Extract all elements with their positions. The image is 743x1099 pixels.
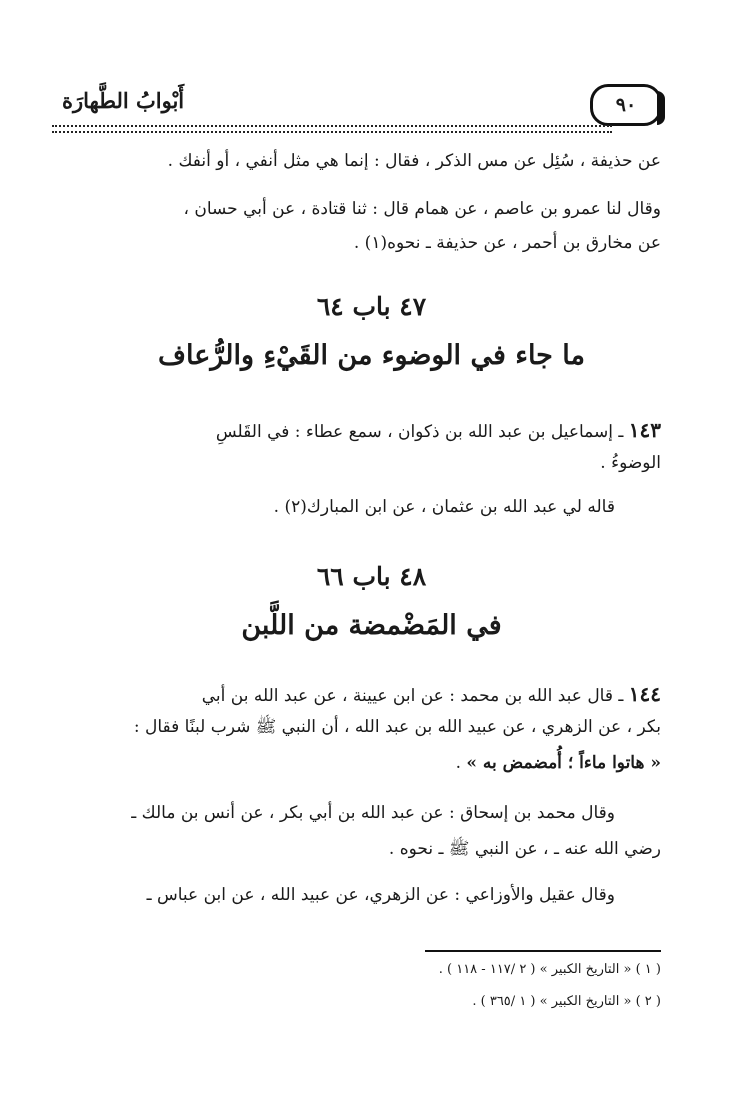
hadith-144-line5: رضي الله عنه ـ ، عن النبي ﷺ ـ نحوه . — [388, 839, 661, 859]
hadith-144-quote: « هاتوا ماءاً ؛ أُمضمض به » — [466, 753, 661, 773]
paragraph-amr-line1: وقال لنا عمرو بن عاصم ، عن همام قال : ثنا قتادة ، عن أبي حسان ، — [183, 199, 661, 219]
hadith-144-number: ١٤٤ — [628, 682, 661, 706]
footnote-divider — [425, 950, 661, 952]
hadith-143-text: ـ إسماعيل بن عبد الله بن ذكوان ، سمع عطاء : في القَلسِ — [215, 422, 624, 442]
hadith-143-number: ١٤٣ — [628, 418, 661, 442]
hadith-144-text: ـ قال عبد الله بن محمد : عن ابن عيينة ، عن عبد الله بن أبي — [201, 686, 624, 706]
bab-47-title: ما جاء في الوضوء من القَيْءِ والرُّعاف — [158, 340, 585, 371]
paragraph-hudhaifa: عن حذيفة ، سُئِل عن مس الذكر ، فقال : إنما هي مثل أنفي ، أو أنفك . — [167, 151, 661, 171]
hadith-144-line2: بكر ، عن الزهري ، عن عبيد الله بن عبد الله ، أن النبي ﷺ شرب لبنًا فقال : — [133, 717, 661, 737]
hadith-144-line1 — [69, 678, 661, 710]
chapter-title: أَبْوابُ الطَّهارَة — [62, 88, 185, 113]
hadith-144-line3 — [69, 750, 661, 777]
hadith-143-line2: الوضوءُ . — [600, 453, 661, 473]
hadith-144-line4: وقال محمد بن إسحاق : عن عبد الله بن أبي بكر ، عن أنس بن مالك ـ — [131, 803, 615, 823]
bab-47-number: ٤٧ باب ٦٤ — [316, 292, 427, 321]
hadith-143-source: قاله لي عبد الله بن عثمان ، عن ابن المبارك(٢) . — [273, 497, 615, 517]
footnote-1: ( ١ ) « التاريخ الكبير » ( ٢ /١١٧ - ١١٨ ) . — [438, 962, 661, 977]
page-header — [52, 84, 662, 128]
paragraph-amr-line2: عن مخارق بن أحمر ، عن حذيفة ـ نحوه(١) . — [353, 233, 661, 253]
bab-48-title: في المَضْمضة من اللَّبن — [241, 610, 502, 641]
bab-48-number: ٤٨ باب ٦٦ — [316, 562, 427, 591]
hadith-143-line1 — [69, 414, 661, 446]
page-number: ٩٠ — [590, 84, 662, 126]
header-divider — [52, 125, 612, 133]
hadith-144-line6: وقال عقيل والأوزاعي : عن الزهري، عن عبيد الله ، عن ابن عباس ـ — [146, 885, 615, 905]
footnote-2: ( ٢ ) « التاريخ الكبير » ( ١ /٣٦٥ ) . — [472, 994, 661, 1009]
hadith-144-quote-end: . — [455, 753, 467, 773]
